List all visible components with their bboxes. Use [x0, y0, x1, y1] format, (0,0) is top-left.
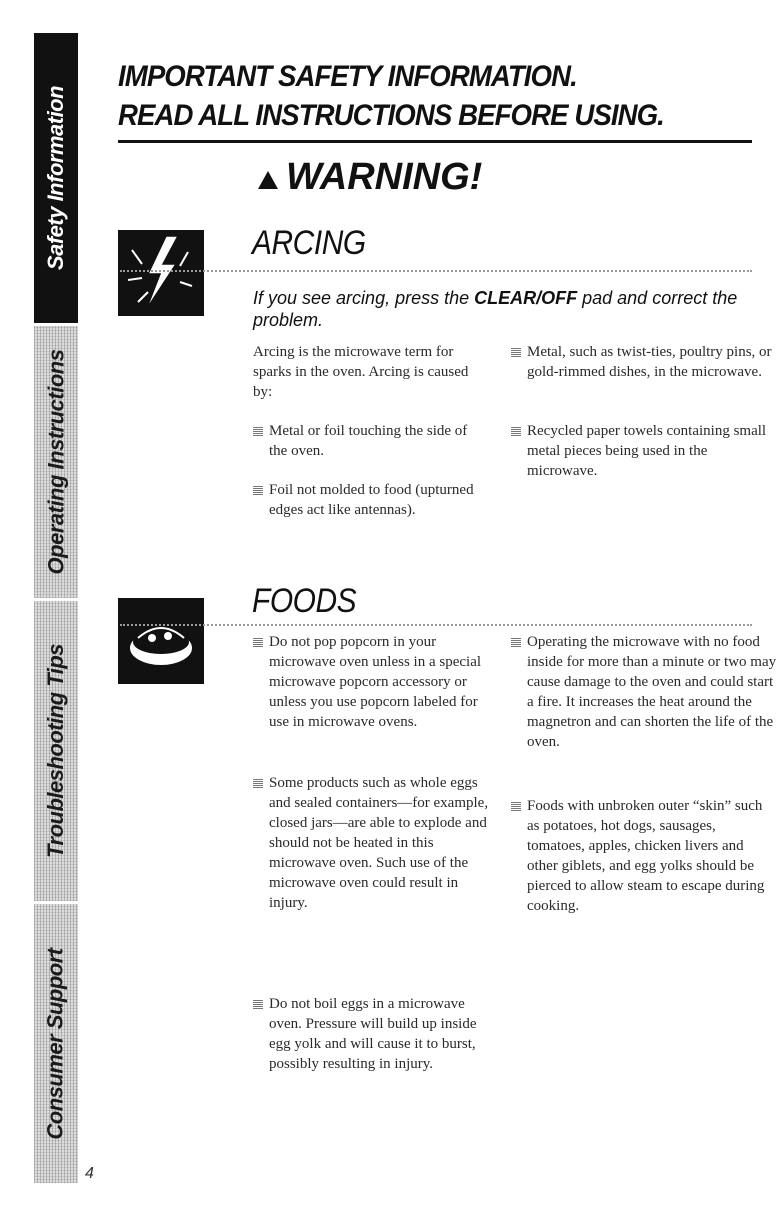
warning-triangle-icon — [258, 171, 278, 189]
food-container-icon — [118, 598, 204, 684]
section-tabs — [34, 33, 78, 1183]
tab-consumer-support[interactable]: Consumer Support — [34, 904, 78, 1183]
list-item: Some products such as whole eggs and sealed containers—for example, closed jars—are able to explode and should not be heated in this microwave oven. Such use of the microwave oven could result in injury. — [253, 773, 494, 913]
tab-safety-information[interactable]: Safety Information — [34, 33, 78, 323]
arcing-divider — [120, 270, 752, 272]
warning-heading: WARNING! — [258, 156, 482, 199]
tab-operating-instructions[interactable]: Operating Instructions — [34, 326, 78, 598]
list-item: Recycled paper towels containing small metal pieces being used in the microwave. — [511, 421, 777, 481]
arcing-intro: Arcing is the microwave term for sparks in the oven. Arcing is caused by: — [253, 344, 469, 400]
list-item: Operating the microwave with no food inside for more than a minute or two may cause damage to the oven and could start a fire. It increases the heat around the magnetron and can shorten the life of the oven. — [511, 632, 777, 752]
arcing-title: ARCING — [252, 224, 366, 262]
tab-troubleshooting-tips[interactable]: Troubleshooting Tips — [34, 601, 78, 901]
list-item: Metal, such as twist-ties, poultry pins, or gold-rimmed dishes, in the microwave. — [511, 342, 777, 382]
page-number: 4 — [85, 1165, 94, 1182]
list-item: Foods with unbroken outer “skin” such as potatoes, hot dogs, sausages, tomatoes, apples, chicken livers and other giblets, and egg yolks should be pierced to allow steam to escape during cooking. — [511, 796, 777, 916]
foods-title: FOODS — [252, 582, 357, 620]
title-rule — [118, 140, 752, 143]
foods-divider — [120, 624, 752, 626]
list-item: Metal or foil touching the side of the oven. — [253, 421, 489, 461]
list-item: Do not boil eggs in a microwave oven. Pressure will build up inside egg yolk and will cause it to burst, possibly resulting in injury. — [253, 994, 494, 1074]
page-title-line-1: IMPORTANT SAFETY INFORMATION. — [118, 60, 577, 93]
lightning-spark-icon — [118, 230, 204, 316]
page-title-line-2: READ ALL INSTRUCTIONS BEFORE USING. — [118, 99, 664, 132]
list-item: Do not pop popcorn in your microwave oven unless in a special microwave popcorn accessory or unless you use popcorn labeled for use in microwave ovens. — [253, 632, 499, 732]
list-item: Foil not molded to food (upturned edges act like antennas). — [253, 480, 489, 520]
arcing-subhead: If you see arcing, press the CLEAR/OFF pad and correct the problem. — [253, 288, 738, 330]
